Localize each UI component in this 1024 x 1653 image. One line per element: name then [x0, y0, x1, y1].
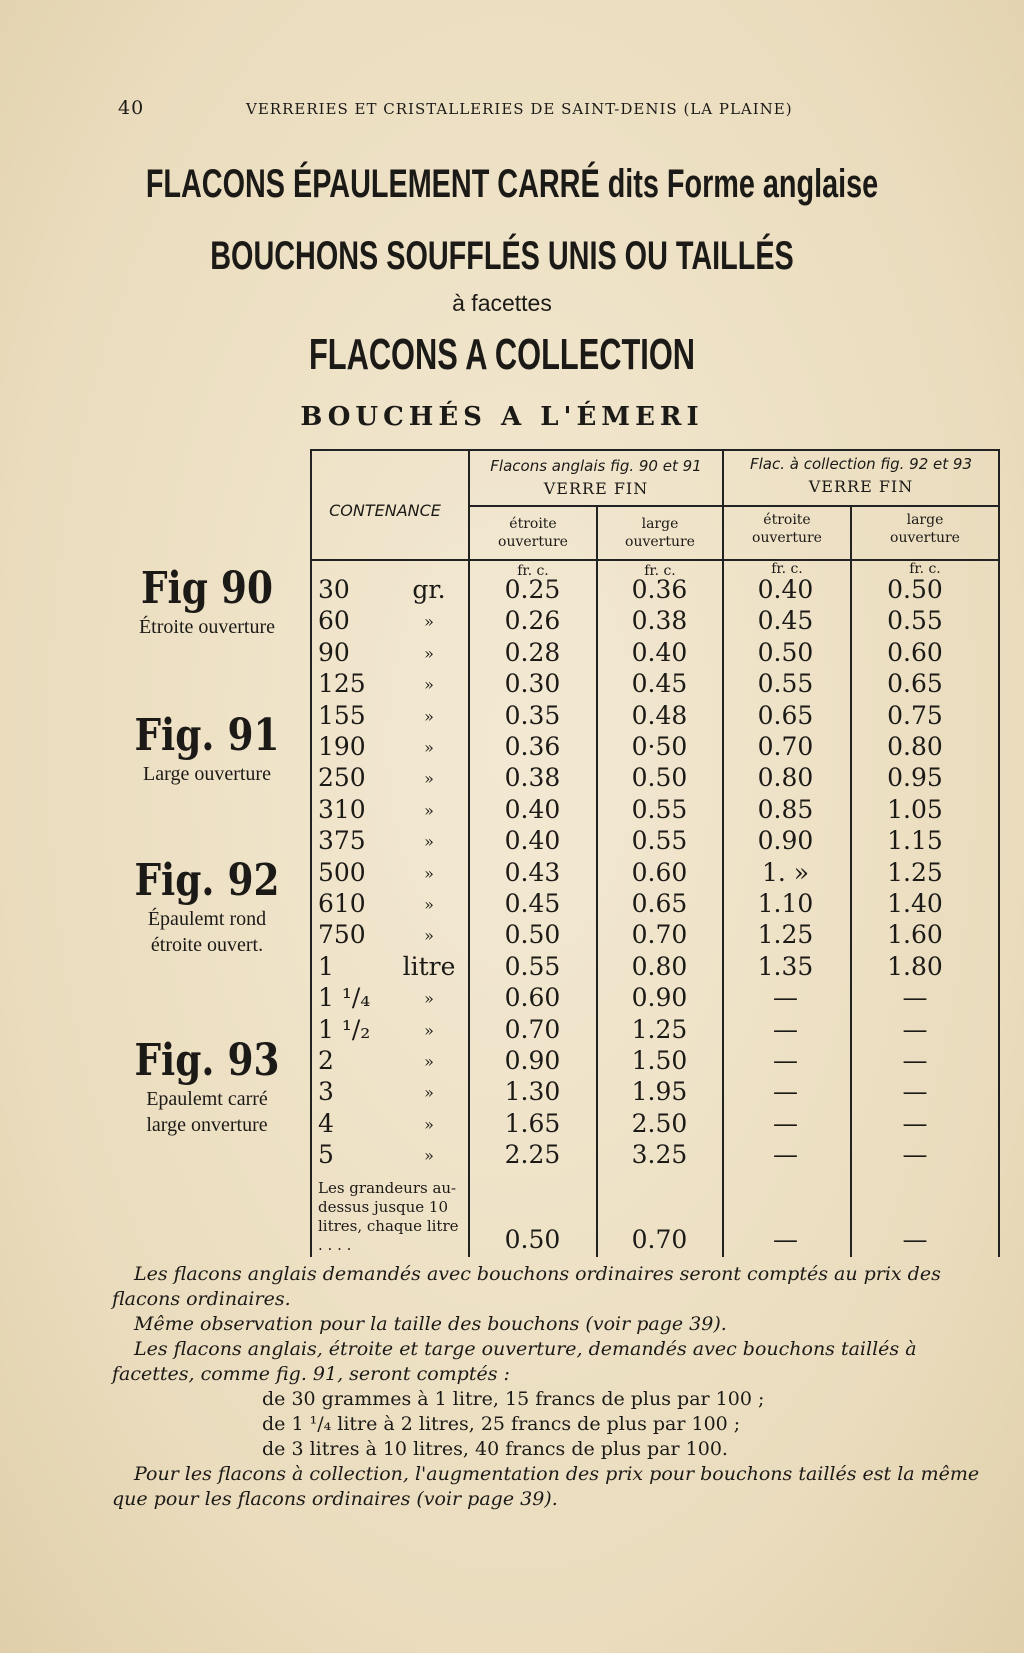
figure-desc: étroite ouvert.	[150, 934, 264, 956]
unit-cell: »	[424, 989, 434, 1009]
unit-cell: »	[424, 1052, 434, 1071]
price-cell: —	[773, 1108, 798, 1138]
price-cell: 0.45	[757, 606, 814, 636]
table-row	[310, 669, 1000, 700]
price-cell: —	[902, 1140, 928, 1170]
figure-title: Fig 90	[141, 563, 273, 614]
sub-header-etroite	[724, 511, 850, 547]
price-cell: 0.48	[631, 700, 688, 730]
price-cell: —	[902, 1046, 928, 1075]
price-cell: 0.80	[757, 763, 814, 793]
unit-label: fr. c.	[771, 561, 803, 577]
price-cell: 0.65	[631, 889, 688, 918]
table-row	[310, 1015, 1000, 1046]
price-cell: 0.70	[631, 920, 688, 950]
footnotes	[112, 1262, 992, 1512]
figure-title: Fig. 91	[134, 710, 280, 761]
table-row	[310, 763, 1000, 794]
sub-header-line: large	[906, 512, 944, 528]
figure-label-91	[112, 710, 302, 787]
price-cell: 0.60	[504, 983, 561, 1013]
price-cell: 0.55	[504, 951, 561, 981]
table-row	[310, 606, 1000, 637]
price-cell: 0.90	[757, 826, 814, 856]
price-cell: 0.35	[504, 700, 561, 730]
note-paragraph: de 30 grammes à 1 litre, 15 francs de plus par 100 ;	[262, 1388, 765, 1410]
table-row	[310, 889, 1000, 920]
price-cell: 0.65	[887, 669, 943, 699]
unit-cell: »	[424, 800, 434, 820]
unit-cell: »	[424, 738, 434, 757]
figure-title: Fig. 93	[134, 1035, 280, 1086]
price-cell: 0.60	[631, 857, 688, 887]
table-row	[310, 1077, 1000, 1108]
price-cell: —	[773, 1046, 798, 1075]
title-line-2: BOUCHONS SOUFFLÉS UNIS OU TAILLÉS	[210, 234, 794, 278]
price-cell: 0.40	[757, 575, 814, 604]
note-paragraph: de 3 litres à 10 litres, 40 francs de plus par 100.	[262, 1438, 728, 1460]
price-cell: 1.65	[504, 1108, 561, 1138]
price-cell: 1.35	[757, 951, 814, 981]
figure-desc: Epaulemt carré	[146, 1088, 268, 1110]
price-cell: 1.95	[631, 1077, 688, 1107]
capacity-cell: 250	[318, 763, 366, 793]
price-cell: 0.70	[757, 732, 814, 761]
table-row	[310, 858, 1000, 889]
price-cell: 2.50	[631, 1108, 688, 1138]
capacity-cell: 610	[318, 889, 366, 918]
note-paragraph: Pour les flacons à collection, l'augmentation des prix pour bouchons taillés est la même que pour les flacons ordinaires (voir page 39).	[112, 1463, 980, 1510]
unit-cell: »	[424, 832, 434, 852]
price-cell: 0.28	[504, 637, 561, 667]
price-cell: 0.95	[887, 763, 943, 793]
unit-cell: »	[424, 612, 434, 632]
price-cell: 0.55	[757, 669, 814, 699]
capacity-cell: 375	[318, 826, 366, 856]
figure-label-93	[112, 1035, 302, 1138]
price-cell: 0.45	[631, 669, 688, 699]
verre-fin-label: VERRE FIN	[808, 477, 914, 496]
price-cell: 1.25	[757, 920, 814, 950]
capacity-cell: 750	[318, 920, 366, 950]
price-cell: 1.25	[887, 857, 943, 887]
sub-header-line: ouverture	[498, 534, 568, 550]
price-cell: 0.25	[504, 575, 561, 604]
price-cell: 0.50	[757, 637, 814, 667]
table-row	[310, 1140, 1000, 1171]
price-cell: 0.80	[631, 951, 688, 981]
title-line-5: BOUCHÉS A L'ÉMERI	[300, 402, 704, 432]
capacity-cell: 30	[318, 575, 350, 604]
sub-header-line: ouverture	[625, 534, 695, 550]
unit-cell: litre	[402, 951, 456, 981]
figure-desc: Étroite ouverture	[138, 616, 276, 638]
price-cell: 0.26	[504, 606, 561, 636]
price-cell: 0.80	[887, 732, 943, 761]
table-row	[310, 952, 1000, 983]
price-cell: 0.36	[631, 575, 688, 604]
unit-label: fr. c.	[517, 563, 549, 579]
capacity-cell: 310	[318, 794, 366, 824]
price-cell: 0.55	[887, 606, 943, 636]
price-cell: 2.25	[504, 1140, 561, 1170]
price-cell: 0.50	[887, 575, 943, 604]
rule	[310, 449, 1000, 451]
note-paragraph: Les flacons anglais, étroite et targe ouverture, demandés avec bouchons taillés à facettes, comme fig. 91, seront comptés :	[112, 1338, 917, 1385]
price-cell: 0.55	[631, 826, 688, 856]
unit-cell: »	[424, 769, 434, 789]
capacity-cell: 2	[318, 1046, 334, 1075]
sub-header-large	[598, 515, 722, 551]
unit-cell: gr.	[412, 575, 446, 604]
price-cell: 1.15	[887, 826, 943, 856]
price-cell: 0.60	[887, 637, 943, 667]
price-cell: 0.65	[757, 700, 814, 730]
sub-header-line: ouverture	[890, 530, 960, 546]
last-row-note: Les grandeurs au-dessus jusque 10 litres, chaque litre . . . .	[318, 1179, 459, 1254]
price-cell: 1.05	[887, 794, 943, 824]
price-cell: —	[902, 983, 928, 1013]
unit-cell: »	[424, 1020, 434, 1040]
capacity-cell: 1 ¹/₂	[318, 1014, 371, 1044]
price-cell: 1.40	[887, 889, 943, 918]
table-row	[310, 1225, 1000, 1256]
group-header-collection: Flac. à collection fig. 92 et 93	[749, 455, 973, 473]
sub-header-line: ouverture	[752, 530, 822, 546]
price-cell: —	[773, 983, 798, 1013]
unit-cell: »	[424, 926, 434, 946]
price-cell: 0.55	[631, 794, 688, 824]
price-cell: 1.50	[631, 1046, 688, 1075]
price-cell: 1.60	[887, 920, 943, 950]
price-cell: 0.40	[504, 794, 561, 824]
figure-label-92	[112, 855, 302, 958]
sub-header-large	[852, 511, 998, 547]
price-cell: 0.85	[757, 794, 814, 824]
price-cell: 1. »	[761, 857, 810, 887]
price-cell: 0·50	[631, 732, 688, 761]
price-cell: —	[773, 1077, 798, 1107]
price-cell: —	[902, 1077, 928, 1107]
price-cell: 0.40	[631, 637, 688, 667]
price-cell: 0.70	[504, 1014, 561, 1044]
price-cell: 0.36	[504, 732, 561, 761]
price-cell: 0.38	[631, 606, 688, 636]
price-cell: 1.80	[887, 951, 943, 981]
capacity-cell: 500	[318, 857, 366, 887]
price-cell: 0.90	[631, 983, 688, 1013]
unit-cell: »	[424, 863, 434, 883]
note-paragraph: Même observation pour la taille des bouchons (voir page 39).	[134, 1313, 727, 1335]
figure-desc: large onverture	[146, 1114, 268, 1136]
capacity-cell: 125	[318, 669, 366, 699]
price-cell: 0.45	[504, 889, 561, 918]
capacity-cell: 3	[318, 1077, 334, 1107]
unit-label: fr. c.	[644, 563, 676, 579]
price-cell: 0.30	[504, 669, 561, 699]
price-cell: 1.30	[504, 1077, 561, 1107]
capacity-cell: 190	[318, 732, 366, 761]
table-row	[310, 983, 1000, 1014]
price-cell: —	[902, 1014, 928, 1044]
figure-title: Fig. 92	[134, 855, 280, 906]
price-cell: —	[902, 1108, 928, 1138]
capacity-cell: 60	[318, 606, 350, 636]
unit-cell: »	[424, 675, 434, 695]
price-cell: —	[902, 1225, 928, 1254]
capacity-cell: 4	[318, 1108, 334, 1138]
figure-desc: Large ouverture	[143, 763, 271, 785]
price-cell: 0.50	[504, 920, 561, 950]
capacity-cell: 155	[318, 700, 366, 730]
sub-header-etroite	[470, 515, 596, 551]
price-cell: 0.38	[504, 763, 561, 793]
unit-cell: »	[424, 1083, 434, 1103]
price-cell: —	[773, 1014, 798, 1044]
verre-fin-label: VERRE FIN	[543, 479, 649, 498]
capacity-cell: 5	[318, 1140, 334, 1170]
table-row	[310, 575, 1000, 606]
price-cell: 0.43	[504, 857, 561, 887]
price-cell: 1.10	[757, 889, 814, 918]
running-head-text: VERRERIES ET CRISTALLERIES DE SAINT-DENIS (LA PLAINE)	[246, 100, 793, 118]
sub-header-line: étroite	[509, 516, 557, 532]
unit-cell: »	[424, 895, 434, 914]
title-line-4: FLACONS A COLLECTION	[308, 330, 696, 379]
price-table	[310, 449, 1000, 1257]
price-cell: —	[773, 1140, 798, 1170]
capacity-cell: 1	[318, 951, 334, 981]
sub-header-line: étroite	[763, 512, 811, 528]
title-line-1: FLACONS ÉPAULEMENT CARRÉ dits Forme anglaise	[145, 162, 879, 206]
table-row	[310, 795, 1000, 826]
table-row	[310, 701, 1000, 732]
price-cell: 0.40	[504, 826, 561, 856]
unit-cell: »	[424, 1146, 434, 1166]
table-row	[310, 920, 1000, 951]
price-cell: 3.25	[631, 1140, 688, 1170]
group-header-anglais: Flacons anglais fig. 90 et 91	[490, 457, 702, 475]
table-row	[310, 638, 1000, 669]
price-cell: —	[773, 1225, 798, 1254]
unit-label: fr. c.	[909, 561, 941, 577]
price-cell: 0.50	[504, 1225, 561, 1254]
figure-label-90	[112, 563, 302, 640]
table-row	[310, 1109, 1000, 1140]
rule	[470, 505, 998, 507]
capacity-cell: 1 ¹/₄	[318, 983, 371, 1013]
page-number: 40	[118, 97, 145, 119]
unit-cell: »	[424, 1114, 434, 1134]
unit-cell: »	[424, 643, 434, 663]
table-row	[310, 732, 1000, 763]
sub-header-line: large	[641, 516, 679, 532]
price-cell: 0.75	[887, 700, 943, 730]
unit-cell: »	[424, 706, 434, 726]
figure-desc: Épaulemt rond	[147, 908, 267, 930]
note-paragraph: de 1 ¹/₄ litre à 2 litres, 25 francs de plus par 100 ;	[262, 1413, 741, 1435]
price-cell: 1.25	[631, 1014, 688, 1044]
price-cell: 0.50	[631, 763, 688, 793]
table-row	[310, 826, 1000, 857]
price-cell: 0.70	[631, 1225, 688, 1254]
table-row	[310, 1046, 1000, 1077]
note-paragraph: Les flacons anglais demandés avec bouchons ordinaires seront comptés au prix des flacons ordinaires.	[112, 1263, 941, 1310]
price-cell: 0.90	[504, 1046, 561, 1075]
title-line-3: à facettes	[452, 290, 552, 316]
col-header-contenance: CONTENANCE	[329, 501, 441, 520]
capacity-cell: 90	[318, 637, 350, 667]
